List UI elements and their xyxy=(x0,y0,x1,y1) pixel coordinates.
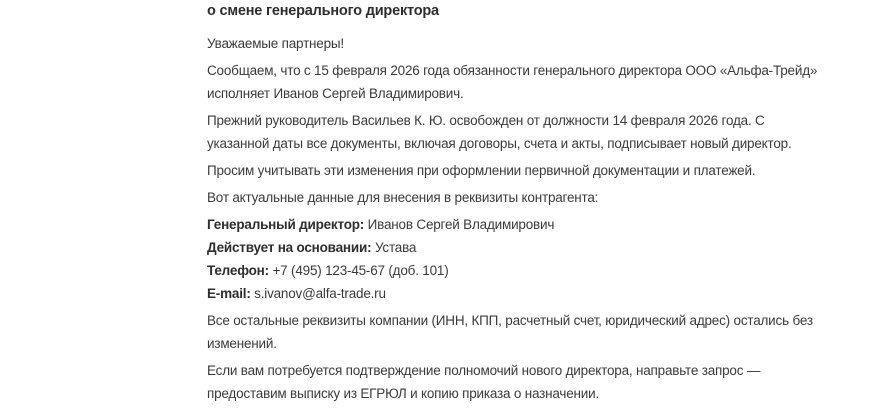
details-block xyxy=(207,213,827,305)
paragraph-line: предоставим выписку из ЕГРЮЛ и копию приказа о назначении. xyxy=(207,386,600,401)
detail-value: +7 (495) 123-45-67 (доб. 101) xyxy=(272,263,449,278)
detail-row-director xyxy=(207,213,827,236)
paragraph-confirmation xyxy=(207,359,827,405)
paragraph-line: Прежний руководитель Васильев К. Ю. освобожден от должности 14 февраля 2026 года. С xyxy=(207,113,765,128)
detail-row-basis xyxy=(207,236,827,259)
detail-value: s.ivanov@alfa-trade.ru xyxy=(254,286,386,301)
detail-label: Действует на основании: xyxy=(207,240,372,255)
paragraph-previous-director xyxy=(207,109,827,155)
paragraph-line: Если вам потребуется подтверждение полномочий нового директора, направьте запрос — xyxy=(207,363,761,378)
paragraph-request xyxy=(207,159,827,182)
detail-label: Телефон: xyxy=(207,263,269,278)
letter-document xyxy=(207,0,827,409)
detail-row-phone xyxy=(207,259,827,282)
paragraph-line: исполняет Иванов Сергей Владимирович. xyxy=(207,86,464,101)
detail-value: Устава xyxy=(374,240,417,255)
paragraph-line: изменений. xyxy=(207,336,277,351)
salutation-text: Уважаемые партнеры! xyxy=(207,36,344,51)
paragraph-line: Все остальные реквизиты компании (ИНН, КПП, расчетный счет, юридический адрес) остались без xyxy=(207,313,813,328)
detail-row-email xyxy=(207,282,827,305)
paragraph-line: Сообщаем, что с 15 февраля 2026 года обязанности генерального директора ООО «Альфа-Трейд» xyxy=(207,63,818,78)
paragraph-line: Просим учитывать эти изменения при оформлении первичной документации и платежей. xyxy=(207,163,756,178)
paragraph-line: указанной даты все документы, включая договоры, счета и акты, подписывает новый директор. xyxy=(207,136,792,151)
paragraph-intro xyxy=(207,59,827,105)
letter-heading: о смене генерального директора xyxy=(207,3,439,19)
salutation xyxy=(207,32,827,55)
paragraph-details-intro xyxy=(207,186,827,209)
detail-label: E-mail: xyxy=(207,286,251,301)
paragraph-unchanged xyxy=(207,309,827,355)
detail-label: Генеральный директор: xyxy=(207,217,365,232)
detail-value: Иванов Сергей Владимирович xyxy=(367,217,555,232)
paragraph-line: Вот актуальные данные для внесения в реквизиты контрагента: xyxy=(207,190,599,205)
